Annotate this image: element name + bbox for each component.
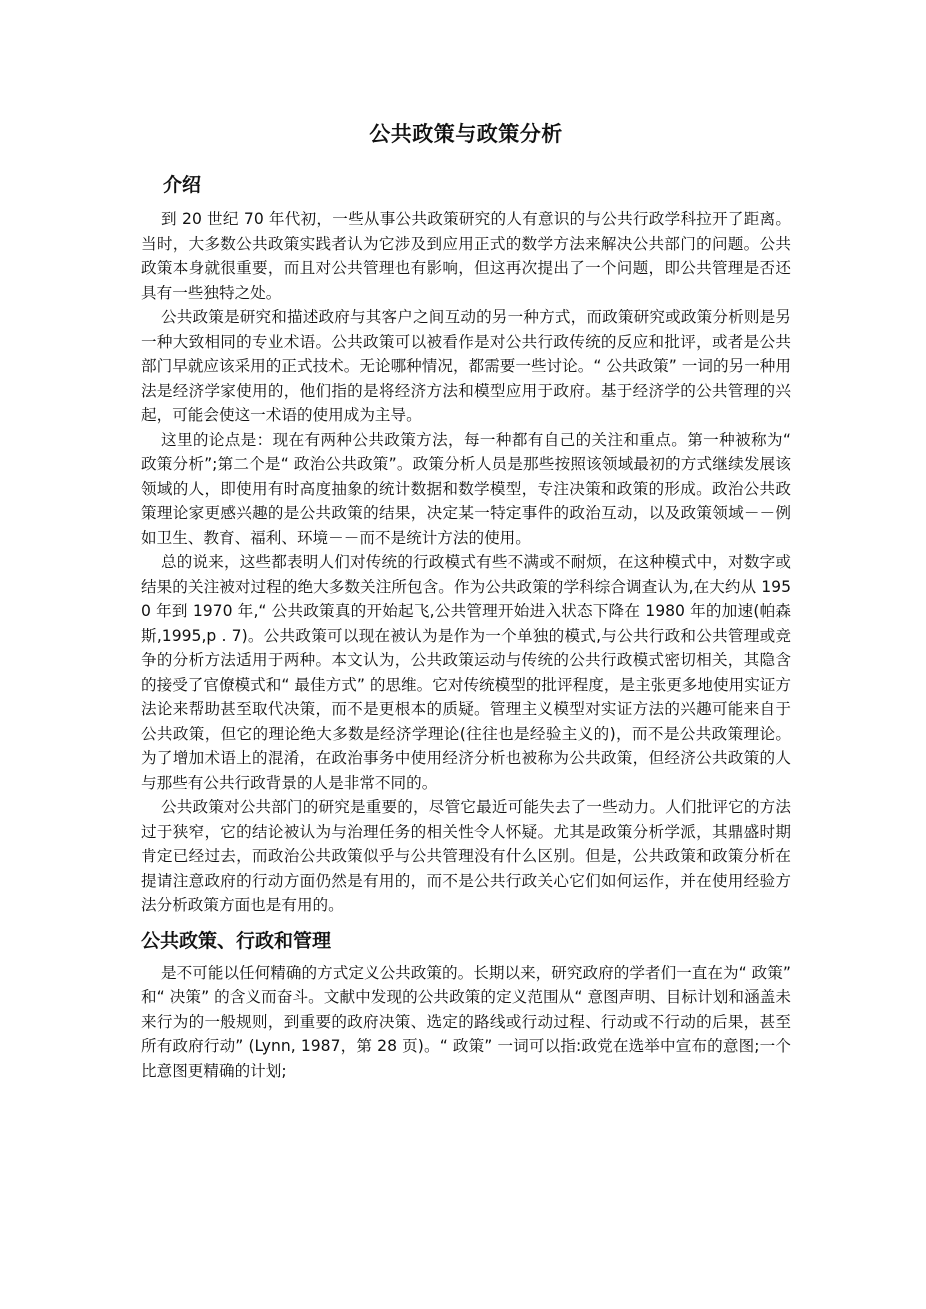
document-page [141,118,791,1083]
section-heading: 介绍 [163,174,202,196]
paragraph: 是不可能以任何精确的方式定义公共政策的。长期以来，研究政府的学者们一直在为“ 政策” 和“ 决策” 的含义而奋斗。文献中发现的公共政策的定义范围从“ 意图声明、目标计划和涵盖未来行为的一般规则，到重要的政府决策、选定的路线或行动过程、行动或不行动的后果，甚至所有政府行动” (Lynn, 1987，第 28 页)。“ 政策” 一词可以指:政党在选举中宣布的意图;一个比意图更精确的计划; [141,963,791,1080]
paragraph: 到 20 世纪 70 年代初，一些从事公共政策研究的人有意识的与公共行政学科拉开了距离。当时，大多数公共政策实践者认为它涉及到应用正式的数学方法来解决公共部门的问题。公共政策本身就很重要，而且对公共管理也有影响，但这再次提出了一个问题，即公共管理是否还具有一些独特之处。 [141,210,791,302]
section-public-policy-administration [141,926,791,1084]
paragraph: 公共政策是研究和描述政府与其客户之间互动的另一种方式，而政策研究或政策分析则是另一种大致相同的专业术语。公共政策可以被看作是对公共行政传统的反应和批评，或者是公共部门早就应该采用的正式技术。无论哪种情况，都需要一些讨论。“ 公共政策” 一词的另一种用法是经济学家使用的，他们指的是将经济方法和模型应用于政府。基于经济学的公共管理的兴起，可能会使这一术语的使用成为主导。 [141,308,791,424]
paragraph: 这里的论点是：现在有两种公共政策方法，每一种都有自己的关注和重点。第一种被称为“ 政策分析”;第二个是“ 政治公共政策”。政策分析人员是那些按照该领域最初的方式继续发展该领域的人，即使用有时高度抽象的统计数据和数学模型，专注决策和政策的形成。政治公共政策理论家更感兴趣的是公共政策的结果，决定某一特定事件的政治互动，以及政策领域－－例如卫生、教育、福利、环境－－而不是统计方法的使用。 [141,430,791,547]
document-title: 公共政策与政策分析 [369,122,563,146]
section-heading: 公共政策、行政和管理 [141,929,332,952]
paragraph: 总的说来，这些都表明人们对传统的行政模式有些不满或不耐烦，在这种模式中，对数字或结果的关注被对过程的绝大多数关注所包含。作为公共政策的学科综合调查认为,在大约从 1950 年到 1970 年,“ 公共政策真的开始起飞,公共管理开始进入状态下降在 1980 年的加速(帕森斯,1995,p . 7)。公共政策可以现在被认为是作为一个单独的模式,与公共行政和公共管理或竞争的分析方法适用于两种。本文认为，公共政策运动与传统的公共行政模式密切相关，其隐含的接受了官僚模式和“ 最佳方式” 的思维。它对传统模型的批评程度，是主张更多地使用实证方法论来帮助甚至取代决策，而不是更根本的质疑。管理主义模型对实证方法的兴趣可能来自于公共政策，但它的理论绝大多数是经济学理论(往往也是经验主义的)，而不是公共政策理论。为了增加术语上的混淆，在政治事务中使用经济分析也被称为公共政策，但经济公共政策的人与那些有公共行政背景的人是非常不同的。 [141,553,791,792]
paragraph: 公共政策对公共部门的研究是重要的，尽管它最近可能失去了一些动力。人们批评它的方法过于狭窄，它的结论被认为与治理任务的相关性令人怀疑。尤其是政策分析学派，其鼎盛时期肯定已经过去，而政治公共政策似乎与公共管理没有什么区别。但是，公共政策和政策分析在提请注意政府的行动方面仍然是有用的，而不是公共行政关心它们如何运作，并在使用经验方法分析政策方面也是有用的。 [141,798,791,914]
section-introduction [141,170,791,918]
